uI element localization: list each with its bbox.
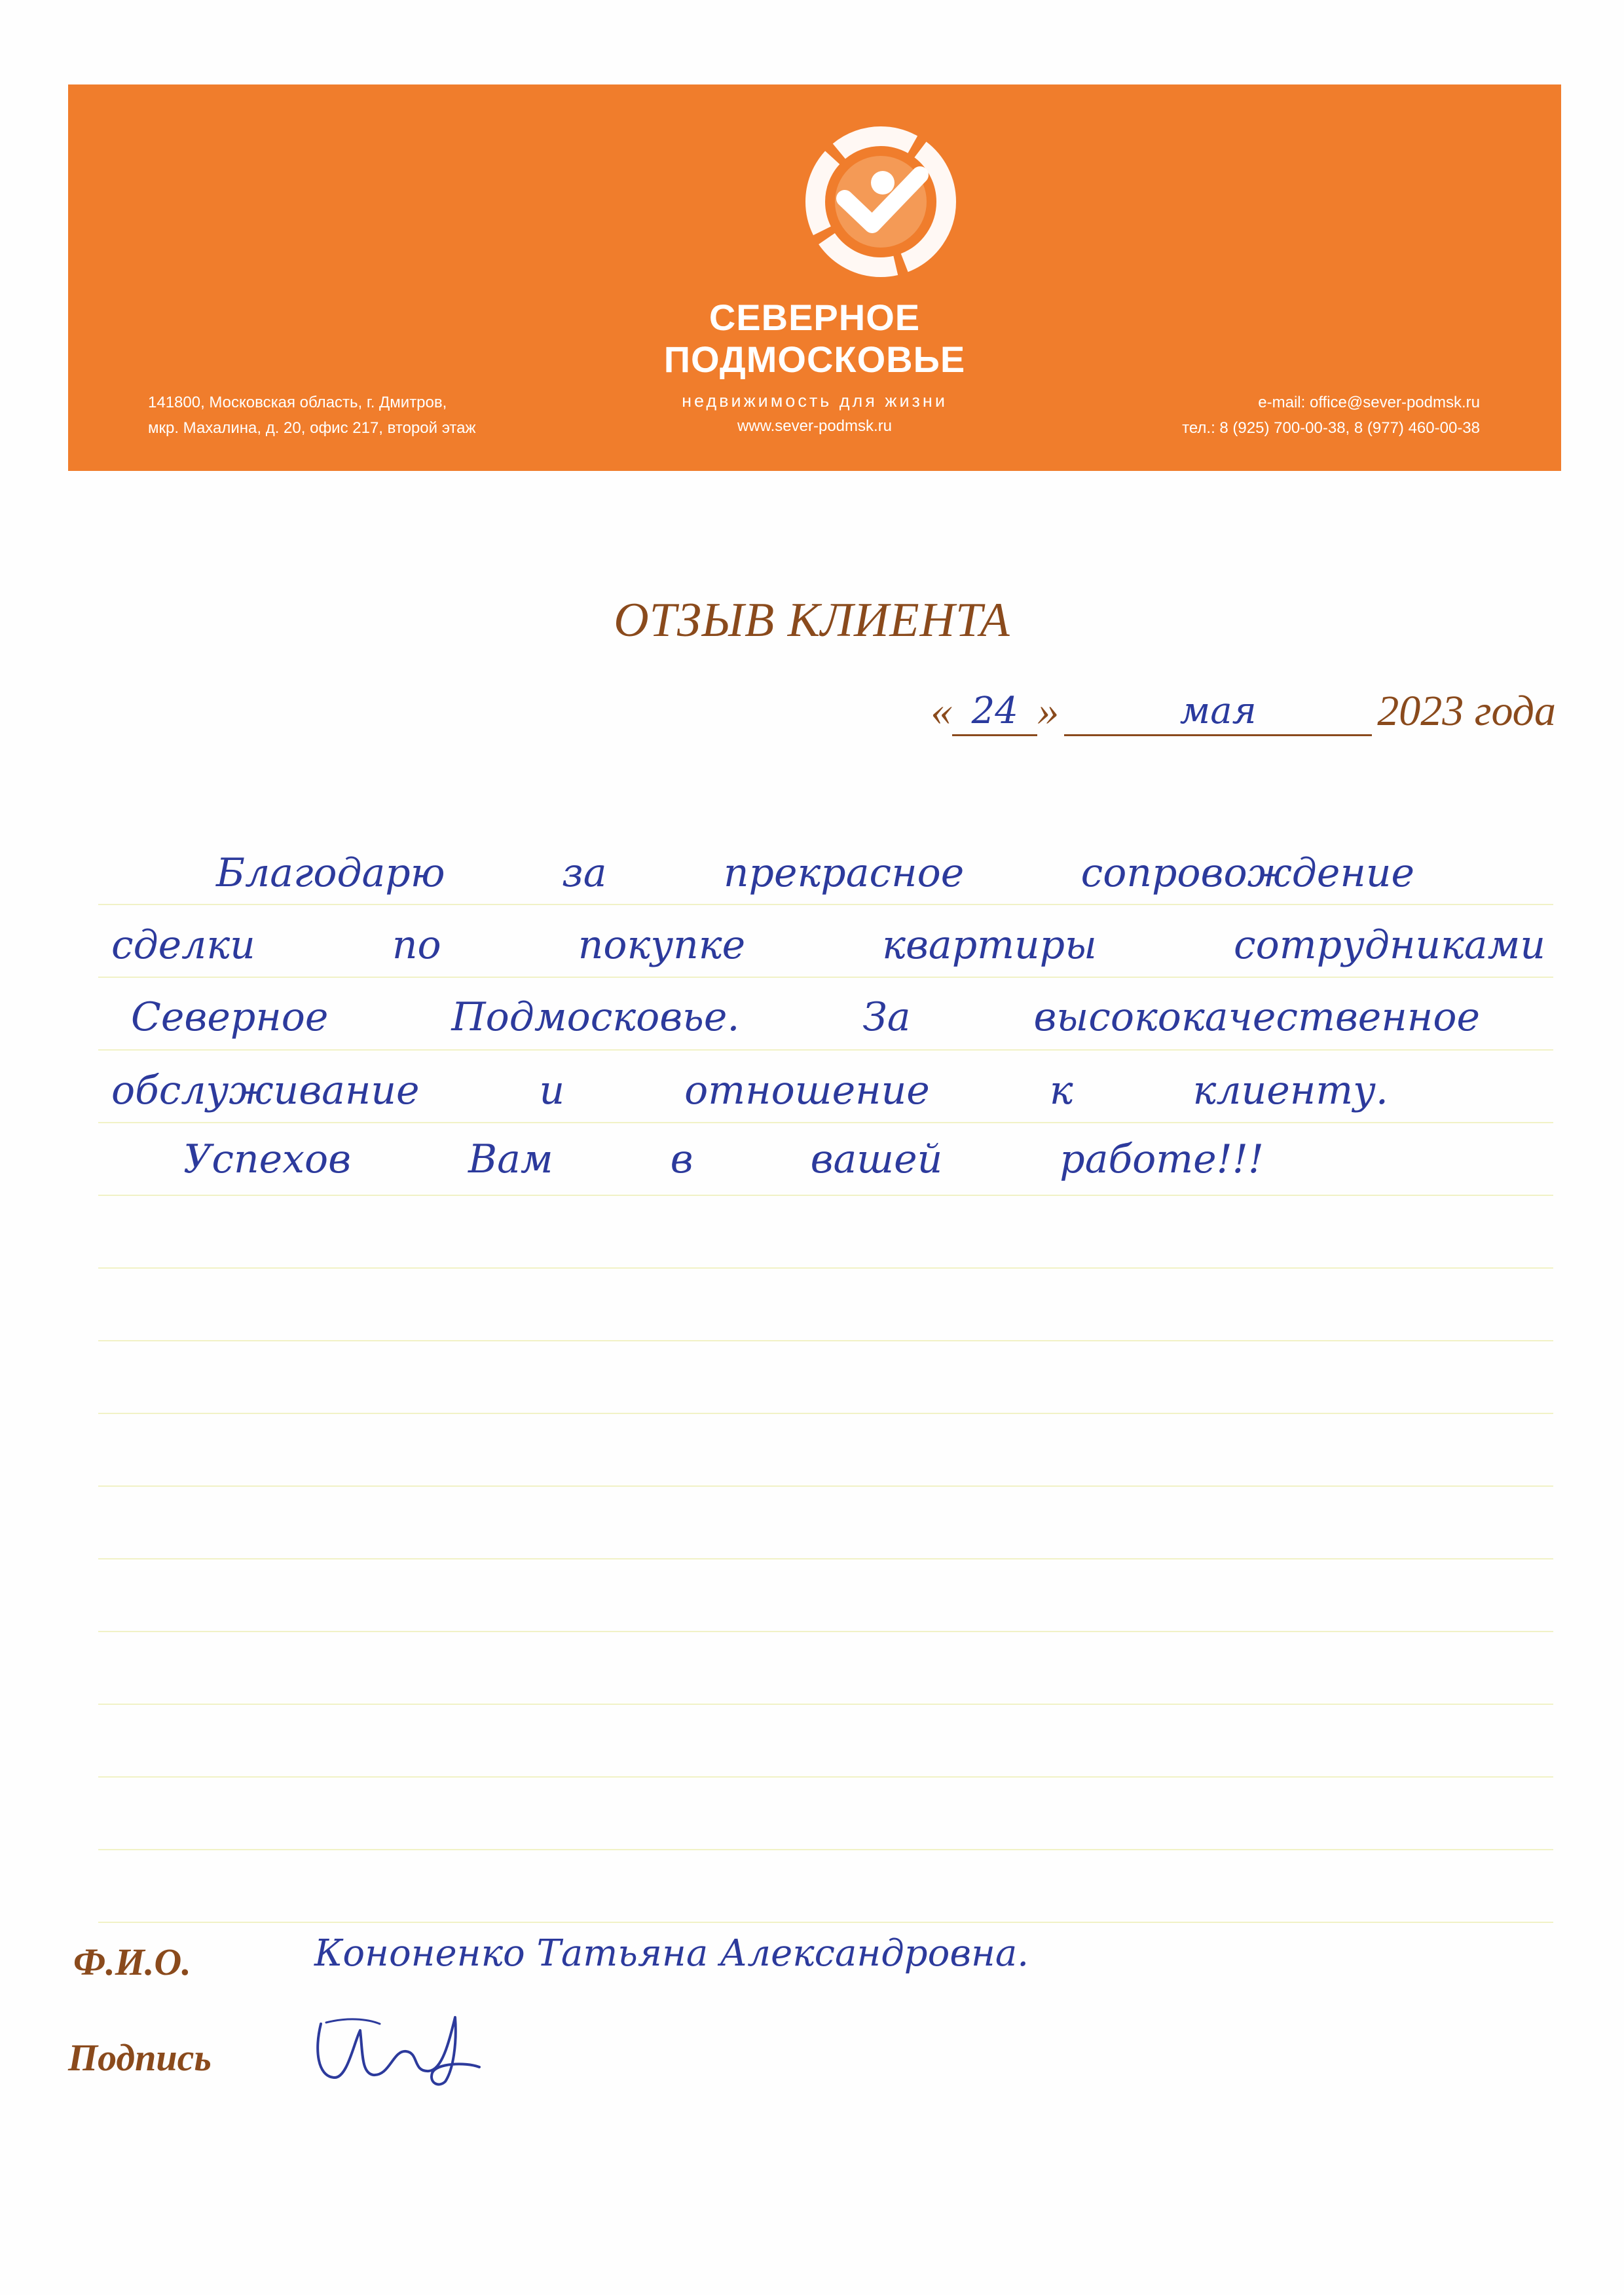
ruled-line xyxy=(98,1340,1553,1341)
review-word: в xyxy=(670,1136,693,1182)
review-word: отношение xyxy=(684,1068,930,1113)
review-word: вашей xyxy=(810,1136,943,1182)
date-month-field: мая xyxy=(1064,688,1372,736)
date-row xyxy=(931,681,1556,736)
review-word: сотрудниками xyxy=(1233,922,1545,968)
review-word: Благодарю xyxy=(216,850,445,896)
contact-info xyxy=(1182,390,1480,441)
review-word: и xyxy=(539,1068,565,1113)
brand-name-line2: ПОДМОСКОВЬЕ xyxy=(663,339,966,380)
review-word: сопровождение xyxy=(1080,850,1414,896)
review-word: прекрасное xyxy=(723,850,965,896)
review-line-3 xyxy=(131,994,1480,1040)
ruled-line xyxy=(98,977,1553,978)
handwritten-signature xyxy=(308,2004,491,2089)
brand-tagline: недвижимость для жизни xyxy=(682,391,948,411)
review-word: высококачественное xyxy=(1033,994,1480,1040)
date-year: 2023 года xyxy=(1377,687,1556,735)
ruled-line xyxy=(98,1267,1553,1269)
ruled-line xyxy=(98,1195,1553,1196)
ruled-line xyxy=(98,1704,1553,1705)
fio-value: Кононенко Татьяна Александровна. xyxy=(314,1932,1029,1975)
review-word: по xyxy=(392,922,441,968)
review-line-2 xyxy=(111,922,1545,968)
review-word: обслуживание xyxy=(111,1068,420,1113)
ruled-line xyxy=(98,1776,1553,1778)
date-open-quote: « xyxy=(931,687,953,735)
review-word: Подмосковье. xyxy=(451,994,740,1040)
fio-label: Ф.И.О. xyxy=(73,1941,191,1983)
signature-label: Подпись xyxy=(68,2036,212,2079)
review-word: сделки xyxy=(111,922,255,968)
ruled-line xyxy=(98,1558,1553,1559)
review-line-4 xyxy=(111,1068,1388,1113)
ruled-line xyxy=(98,1849,1553,1850)
review-line-1 xyxy=(216,850,1414,896)
review-word: За xyxy=(862,994,911,1040)
office-address xyxy=(148,390,476,441)
review-word: клиенту. xyxy=(1192,1068,1388,1113)
review-word: к xyxy=(1049,1068,1073,1113)
review-word: Северное xyxy=(131,994,329,1040)
brand-name-line1: СЕВЕРНОЕ xyxy=(709,297,921,338)
review-word: работе!!! xyxy=(1060,1136,1264,1182)
review-word: квартиры xyxy=(882,922,1097,968)
letterhead-banner xyxy=(68,84,1561,471)
page-title: ОТЗЫВ КЛИЕНТА xyxy=(614,593,1010,647)
website-link[interactable]: www.sever-podmsk.ru xyxy=(737,417,893,435)
ruled-line xyxy=(98,1413,1553,1414)
date-close-quote: » xyxy=(1037,687,1060,735)
review-word: Вам xyxy=(468,1136,553,1182)
review-word: покупке xyxy=(578,922,746,968)
ruled-line xyxy=(98,1485,1553,1487)
phone-numbers: тел.: 8 (925) 700-00-38, 8 (977) 460-00-38 xyxy=(1182,419,1480,437)
review-word: Успехов xyxy=(183,1136,351,1182)
ruled-line xyxy=(98,1122,1553,1123)
address-line1: 141800, Московская область, г. Дмитров, xyxy=(148,394,447,411)
email-link[interactable]: e-mail: office@sever-podmsk.ru xyxy=(1258,394,1480,411)
ruled-line xyxy=(98,1049,1553,1051)
ruled-line xyxy=(98,904,1553,905)
ruled-line xyxy=(98,1631,1553,1632)
review-word: за xyxy=(561,850,607,896)
date-day-field: 24 xyxy=(952,688,1037,736)
review-line-5 xyxy=(183,1136,1264,1182)
ruled-line xyxy=(98,1922,1553,1923)
circle-check-person-logo xyxy=(799,120,963,284)
address-line2: мкр. Махалина, д. 20, офис 217, второй этаж xyxy=(148,419,476,437)
